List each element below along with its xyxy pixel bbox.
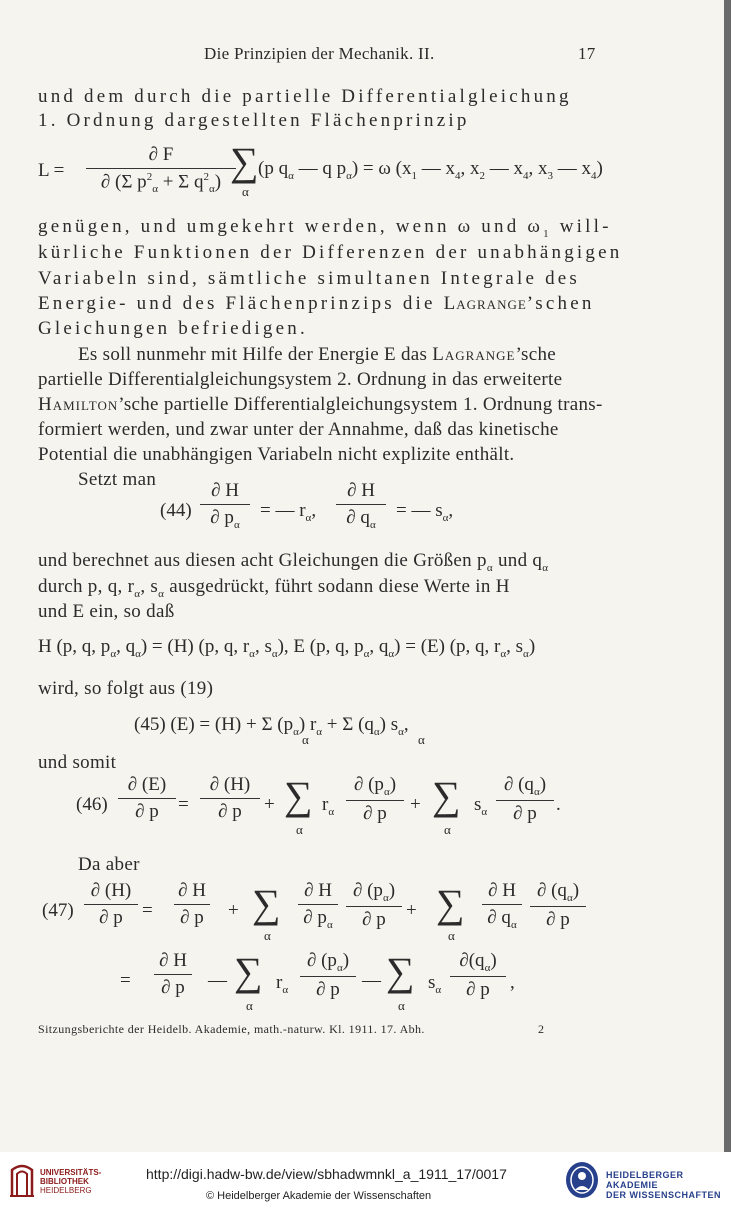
text-line [78,344,556,366]
denominator: ∂ p [466,978,490,1000]
plus-sign: + [264,794,275,815]
library-line: UNIVERSITÄTS- [40,1168,102,1177]
text-fragment: , s [140,576,159,597]
equation-fraction [450,950,506,1001]
text-line: und berechnet aus diesen acht Gleichungen die Größen $p_\alpha$ und $q_\alpha$ [38,550,549,574]
numerator: ∂ $(q_\alpha)$ [496,774,554,801]
equation-rhs: (p $q_\alpha$ — q $p_\alpha) = \omega$ ($x_1$ — $x_4$, $x_2$ — $x_4$, $x_3$ — $x_4$) [258,158,603,182]
denominator: ∂ p [362,908,386,930]
library-line: BIBLIOTHEK [40,1177,89,1186]
sum-index: α [398,998,405,1013]
sum-symbol: ∑ [234,949,263,994]
equation-fraction [300,950,356,1001]
equation-H: H (p, q, $p_\alpha$, $q_\alpha) = (H)$ (p, q, $r_\alpha$, $s_\alpha$), E (p, q, $p_\alpha$, $q_\alpha) = (E)$ (p, q, $r_\alpha$, $s_\alpha$) [38,636,536,660]
signature-line: Sitzungsberichte der Heidelb. Akademie, math.-naturw. Kl. 1911. 17. Abh. [38,1022,425,1036]
equation-part: = — $s_\alpha$, [396,500,454,524]
equation-fraction [298,880,338,931]
academy-name [606,1170,731,1200]
denominator: ∂ $q_\alpha$ [487,907,517,931]
plus-sign: + [228,900,239,921]
minus-sign: — [362,970,381,991]
equation-45: (45) (E) = (H) + Σ $(p_\alpha) r_\alpha + \Sigma$ $(q_\alpha)$ $s_\alpha$, [134,714,409,738]
numerator: ∂ $(p_\alpha)$ [300,950,356,977]
text-line: und somit [38,752,117,773]
sum-symbol: ∑ [230,139,259,184]
equation-part: = — $r_\alpha$, [260,500,317,524]
numerator: ∂ H [298,880,338,905]
text-line: kürliche Funktionen der Differenzen der unabhängigen [38,242,623,263]
denominator: ∂ p [218,801,242,822]
numerator: ∂ $(p_\alpha)$ [346,880,402,907]
equation-fraction [154,950,192,999]
numerator: ∂ H [482,880,522,905]
equation-fraction [496,774,554,825]
denominator: ∂ $q_\alpha$ [346,507,376,531]
text-fragment: Es soll nunmehr mit Hilfe der Energie E das [78,344,428,365]
sum-symbol: ∑ [252,881,281,926]
name-lagrange: Lagrange [443,293,527,314]
equation-fraction [346,880,402,931]
text-line: Potential die unabhängigen Variabeln nicht explizite enthält. [38,444,515,465]
plus-sign: + [406,900,417,921]
copyright-text: © Heidelberger Akademie der Wissenschaften [206,1190,432,1202]
equation-fraction [482,880,522,931]
numerator: ∂ F [86,144,236,169]
text-line: formiert werden, und zwar unter der Annahme, daß das kinetische [38,419,559,440]
denominator: ∂ p [99,907,123,928]
equals-sign: = [178,794,189,815]
numerator: ∂ H [200,480,250,505]
text-line: und dem durch die partielle Differentialgleichung [38,86,572,107]
equation-lhs: L = [38,160,65,181]
text-line: Setzt man [78,469,157,490]
page-edge [724,0,731,1152]
denominator: ∂ p [363,802,387,824]
text-line: wird, so folgt aus (19) [38,678,214,699]
equation-part: $r_\alpha$ [276,972,289,996]
numerator: ∂ H [174,880,210,905]
text-line: 1. Ordnung dargestellten Flächenprinzip [38,110,470,131]
text-line: Variabeln sind, sämtliche simultanen Integrale des [38,268,580,289]
sum-symbol: ∑ [432,773,461,818]
equation-fraction [530,880,586,931]
sum-index: α [418,732,425,747]
sum-index: α [302,732,309,747]
numerator: ∂ (H) [84,880,138,905]
numerator: ∂ $(p_\alpha)$ [346,774,404,801]
denominator: ∂ p [135,801,159,822]
library-name [40,1168,101,1195]
text-fragment: ’sche [515,344,556,365]
library-logo-icon[interactable] [8,1162,36,1198]
numerator: ∂ H [336,480,386,505]
equals-sign: = [142,900,153,921]
text-fragment: Energie- und des Flächenprinzips die [38,293,436,314]
sheet-number: 2 [538,1022,544,1036]
denominator: ∂ $p_\alpha$ [210,507,240,531]
text-line [38,394,603,416]
minus-sign: — [208,970,227,991]
numerator: $\partial(q_\alpha)$ [450,950,506,977]
equation-fraction [84,880,138,929]
academy-seal-icon[interactable] [564,1160,600,1200]
equation-fraction [174,880,210,929]
text-fragment: ausgedrückt, führt sodann diese Werte in H [164,576,510,597]
denominator: ∂ p [316,978,340,1000]
sum-index: α [246,998,253,1013]
equation-label: (46) [76,794,108,815]
numerator: ∂ (E) [118,774,176,799]
text-line: partielle Differentialgleichungsystem 2. Ordnung in das erweiterte [38,369,563,390]
denominator: ∂ (Σ $p^2_\alpha + \Sigma$ $q^2_\alpha$) [100,171,222,196]
page-number: 17 [578,44,596,63]
denominator: ∂ p [546,908,570,930]
name-lagrange: Lagrange [432,344,516,365]
denominator: ∂ $p_\alpha$ [303,907,333,931]
text-fragment: ’schen [526,293,595,314]
plus-sign: + [410,794,421,815]
comma: , [510,972,515,993]
text-fragment: und berechnet aus diesen acht Gleichungen die Größen p [38,550,487,571]
text-line [38,293,595,315]
denominator: ∂ p [513,802,537,824]
equation-fraction [200,480,250,531]
equation-fraction [200,774,260,823]
denominator: ∂ p [161,977,185,998]
sum-index: α [444,822,451,837]
academy-line: HEIDELBERGER AKADEMIE [606,1170,684,1190]
denominator: ∂ p [180,907,204,928]
equation-fraction [86,144,236,195]
equals-sign: = [120,970,131,991]
sum-symbol: ∑ [284,773,313,818]
name-hamilton: Hamilton [38,394,119,415]
numerator: ∂ $(q_\alpha)$ [530,880,586,907]
text-fragment: und q [497,550,543,571]
running-head: Die Prinzipien der Mechanik. II. [204,44,435,63]
academy-line: DER WISSENSCHAFTEN [606,1190,722,1200]
equation-fraction [346,774,404,825]
equation-label: (44) [160,500,192,521]
sum-index: α [242,184,249,199]
text-fragment: ’sche partielle Differentialgleichungsystem 1. Ordnung trans- [118,394,603,415]
equation-label: (47) [42,900,74,921]
sum-symbol: ∑ [386,949,415,994]
sum-index: α [264,928,271,943]
text-line: Da aber [78,854,140,875]
sum-symbol: ∑ [436,881,465,926]
numerator: ∂ (H) [200,774,260,799]
text-line: genügen, und umgekehrt werden, wenn ω und $\omega_1$ will- [38,216,612,240]
numerator: ∂ H [154,950,192,975]
equation-fraction [118,774,176,823]
permalink-url[interactable]: http://digi.hadw-bw.de/view/sbhadwmnkl_a_1911_17/0017 [146,1166,507,1182]
equation-part: $s_\alpha$ [428,972,442,996]
text-fragment: durch p, q, r [38,576,135,597]
text-line: Gleichungen befriedigen. [38,318,308,339]
text-line: durch p, q, $r_\alpha$, $s_\alpha$ ausgedrückt, führt sodann diese Werte in H [38,576,510,600]
equation-part: $s_\alpha$ [474,794,488,818]
equation-fraction [336,480,386,531]
equation-part: $r_\alpha$ [322,794,335,818]
text-line: und E ein, so daß [38,601,175,622]
sum-index: α [448,928,455,943]
library-line: HEIDELBERG [40,1186,92,1195]
sum-index: α [296,822,303,837]
period: . [556,794,561,815]
